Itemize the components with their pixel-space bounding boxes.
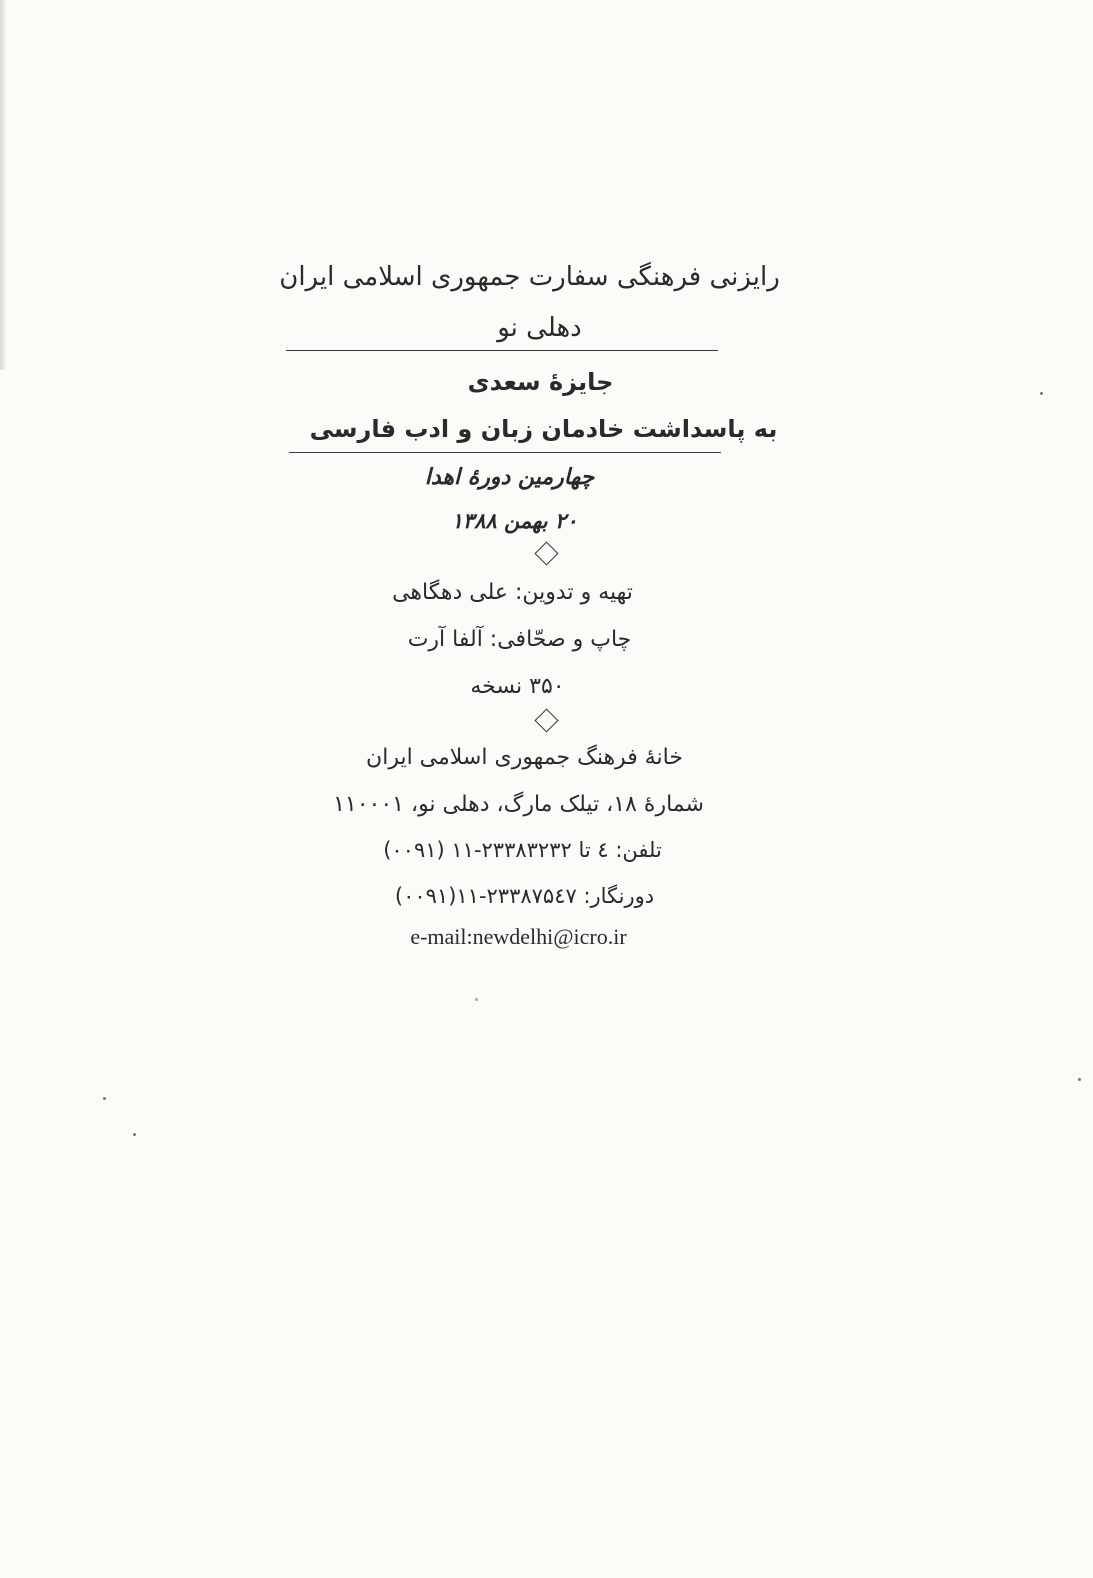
speck — [475, 998, 478, 1001]
diamond-icon — [534, 708, 558, 732]
fax-line: دورنگار: ۲۳۳۸۷۵٤۷-۱۱(۰۰۹۱) — [394, 884, 655, 908]
award-subtitle: به پاسداشت خادمان زبان و ادب فارسی — [309, 415, 778, 443]
speck — [133, 1133, 136, 1136]
speck — [1078, 1078, 1081, 1081]
printing-line: چاپ و صحّافی: آلفا آرت — [407, 627, 632, 652]
edition-date: ۲۰ بهمن ۱۳۸۸ — [451, 509, 578, 533]
cultural-house-line: خانهٔ فرهنگ جمهوری اسلامی ایران — [366, 745, 683, 770]
organization-line: رایزنی فرهنگی سفارت جمهوری اسلامی ایران — [279, 262, 780, 292]
diamond-separator-1 — [0, 540, 1093, 568]
copies-line: ۳۵۰ نسخه — [470, 674, 565, 699]
middle-divider — [289, 452, 721, 453]
compiled-by-line: تهیه و تدوین: علی دهگاهی — [392, 580, 633, 605]
email-line: e-mail:newdelhi@icro.ir — [410, 924, 627, 949]
city-line: دهلی نو — [497, 313, 582, 343]
speck — [1040, 392, 1043, 395]
award-title: جایزهٔ سعدی — [467, 368, 614, 396]
diamond-icon — [534, 541, 558, 565]
diamond-separator-2 — [0, 707, 1093, 735]
phone-line: تلفن: ٤ تا ۲۳۳۸۳۲۳۲-۱۱ (۰۰۹۱) — [383, 838, 662, 862]
edition-round: چهارمین دورهٔ اهدا — [424, 465, 595, 490]
speck — [103, 1097, 106, 1100]
address-line: شمارهٔ ۱۸، تیلک مارگ، دهلی نو، ۱۱۰۰۰۱ — [333, 792, 704, 817]
top-divider — [286, 350, 718, 351]
